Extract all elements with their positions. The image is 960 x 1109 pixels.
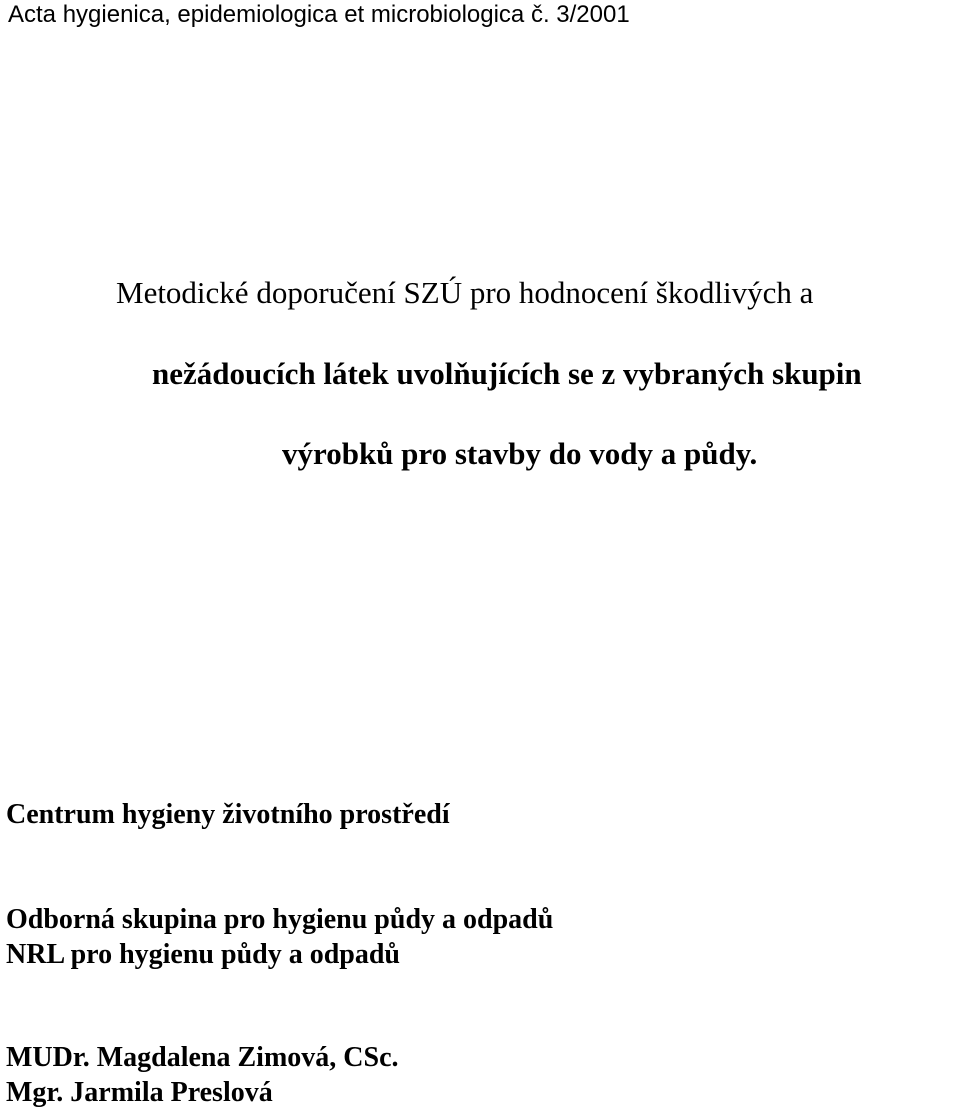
- title-line-2: nežádoucích látek uvolňujících se z vybraných skupin: [152, 356, 862, 391]
- title-line-1: Metodické doporučení SZÚ pro hodnocení škodlivých a: [116, 275, 814, 310]
- centre-name: Centrum hygieny životního prostředí: [6, 799, 450, 830]
- author-name: MUDr. Magdalena Zimová, CSc.: [6, 1042, 399, 1073]
- lab-name: NRL pro hygienu půdy a odpadů: [6, 939, 400, 970]
- journal-header: Acta hygienica, epidemiologica et microbiologica č. 3/2001: [8, 1, 630, 28]
- group-name: Odborná skupina pro hygienu půdy a odpadů: [6, 904, 554, 935]
- title-line-3: výrobků pro stavby do vody a půdy.: [282, 436, 758, 471]
- author-name: Mgr. Jarmila Preslová: [6, 1077, 273, 1108]
